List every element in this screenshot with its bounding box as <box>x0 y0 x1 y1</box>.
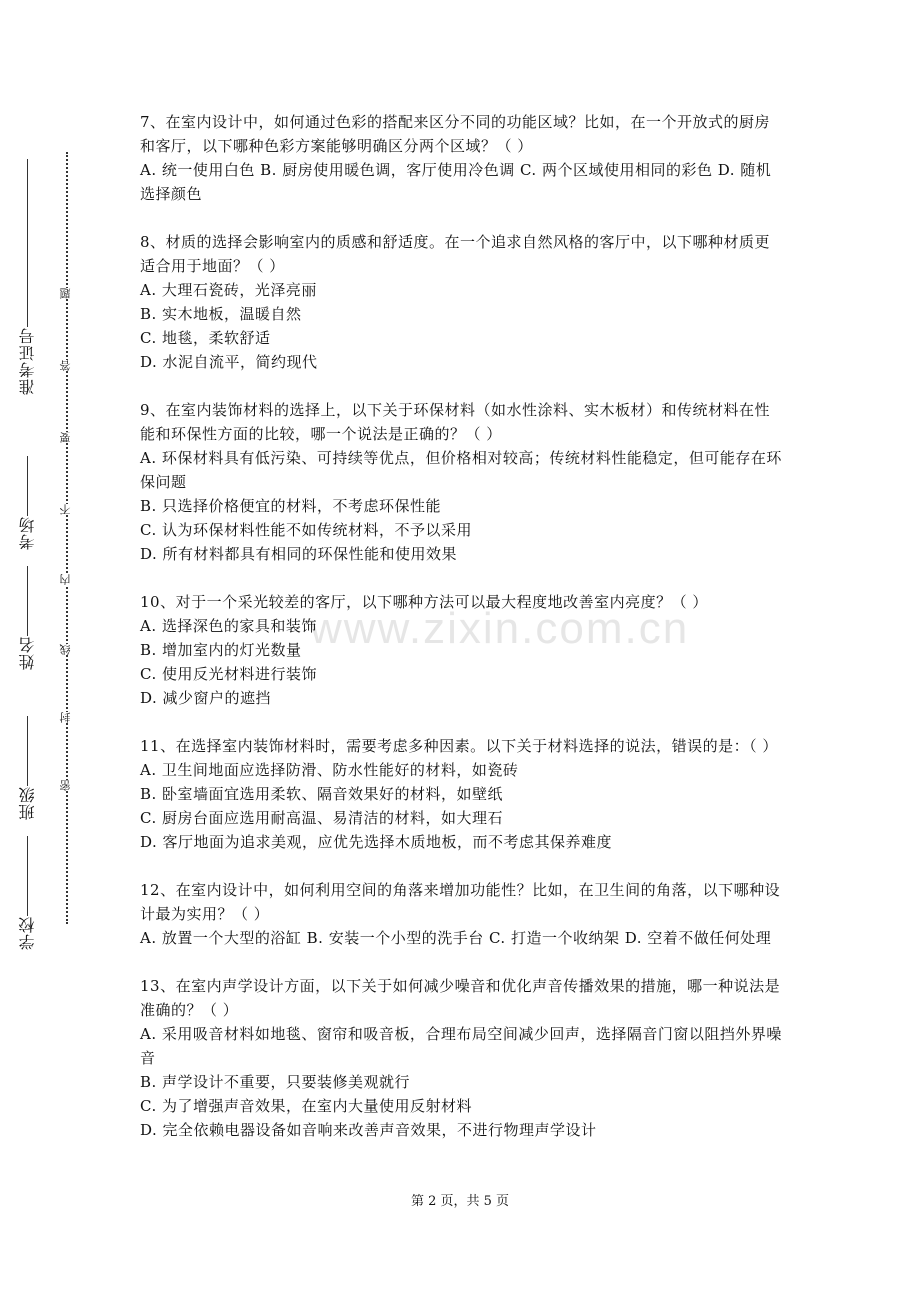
page-footer: 第 2 页，共 5 页 <box>410 1194 510 1209</box>
seal-char: 要 <box>59 432 72 443</box>
option-b: B. 卧室墙面宜选用柔软、隔音效果好的材料，如壁纸 <box>140 785 504 803</box>
question-stem: 7、在室内设计中，如何通过色彩的搭配来区分不同的功能区域？比如，在一个开放式的厨房和客厅，以下哪种色彩方案能够明确区分两个区域？（ ） <box>140 113 771 155</box>
option-b: B. 只选择价格便宜的材料，不考虑环保性能 <box>140 497 442 515</box>
field-label: 姓名 <box>18 636 37 670</box>
field-school <box>20 830 36 950</box>
seal-char: 不 <box>59 504 72 515</box>
fill-line <box>28 836 29 916</box>
question-stem: 9、在室内装饰材料的选择上，以下关于环保材料（如水性涂料、实木板材）和传统材料在性能和环保性方面的比较，哪一个说法是正确的？（ ） <box>140 401 771 443</box>
seal-char: 答 <box>59 360 72 371</box>
option-a: A. 选择深色的家具和装饰 <box>140 617 317 635</box>
fill-line <box>28 716 29 786</box>
fill-line <box>28 159 29 327</box>
option-d: D. 减少窗户的遮挡 <box>140 689 272 707</box>
field-label: 学校 <box>18 916 37 950</box>
option-c: C. 地毯，柔软舒适 <box>140 329 271 347</box>
option-b: B. 声学设计不重要，只要装修美观就行 <box>140 1073 411 1091</box>
seal-char: 封 <box>59 712 72 723</box>
seal-char: 线 <box>59 644 72 655</box>
option-d: D. 所有材料都具有相同的环保性能和使用效果 <box>140 545 458 563</box>
option-a: A. 大理石瓷砖，光泽亮丽 <box>140 281 317 299</box>
field-exam-number <box>20 152 36 395</box>
fill-line <box>28 566 29 636</box>
option-c: C. 为了增强声音效果，在室内大量使用反射材料 <box>140 1097 472 1115</box>
field-exam-room <box>20 450 36 550</box>
question-8 <box>140 230 785 374</box>
field-name <box>20 560 36 670</box>
seal-char: 密 <box>59 780 72 791</box>
question-12 <box>140 878 785 950</box>
option-b: B. 增加室内的灯光数量 <box>140 641 302 659</box>
option-d: D. 完全依赖电器设备如音响来改善声音效果，不进行物理声学设计 <box>140 1121 597 1139</box>
question-9 <box>140 398 785 566</box>
question-11 <box>140 734 785 854</box>
question-7 <box>140 110 785 206</box>
question-stem: 13、在室内声学设计方面，以下关于如何减少噪音和优化声音传播效果的措施，哪一种说法是准确的？（ ） <box>140 977 781 1019</box>
watermark: www.zixin.com.cn <box>310 604 690 653</box>
option-b: B. 实木地板，温暖自然 <box>140 305 302 323</box>
field-label: 班级 <box>18 786 37 820</box>
option-c: C. 厨房台面应选用耐高温、易清洁的材料，如大理石 <box>140 809 503 827</box>
seal-dotted-line <box>66 152 68 924</box>
question-stem: 8、材质的选择会影响室内的质感和舒适度。在一个追求自然风格的客厅中，以下哪种材质更适合用于地面？（ ） <box>140 233 771 275</box>
fill-line <box>28 456 29 516</box>
question-list <box>140 110 785 1166</box>
question-stem: 12、在室内设计中，如何利用空间的角落来增加功能性？比如，在卫生间的角落，以下哪种设计最为实用？（ ） <box>140 881 781 923</box>
question-10 <box>140 590 785 710</box>
field-label: 考场 <box>18 516 37 550</box>
option-a: A. 环保材料具有低污染、可持续等优点，但价格相对较高；传统材料性能稳定，但可能存在环保问题 <box>140 449 782 491</box>
question-stem: 11、在选择室内装饰材料时，需要考虑多种因素。以下关于材料选择的说法，错误的是：（ ） <box>140 737 778 755</box>
option-d: D. 水泥自流平，简约现代 <box>140 353 318 371</box>
option-c: C. 认为环保材料性能不如传统材料，不予以采用 <box>140 521 472 539</box>
field-class <box>20 710 36 820</box>
seal-char: 题 <box>59 288 72 299</box>
field-label: 准考证号 <box>18 327 37 395</box>
option-d: D. 客厅地面为追求美观，应优先选择木质地板，而不考虑其保养难度 <box>140 833 613 851</box>
question-options: A. 统一使用白色 B. 厨房使用暖色调，客厅使用冷色调 C. 两个区域使用相同的彩色 D. 随机选择颜色 <box>140 161 772 203</box>
option-a: A. 采用吸音材料如地毯、窗帘和吸音板，合理布局空间减少回声，选择隔音门窗以阻挡外界噪音 <box>140 1025 782 1067</box>
option-a: A. 卫生间地面应选择防滑、防水性能好的材料，如瓷砖 <box>140 761 519 779</box>
seal-char: 内 <box>59 574 72 585</box>
question-stem: 10、对于一个采光较差的客厅，以下哪种方法可以最大程度地改善室内亮度？（ ） <box>140 593 708 611</box>
option-c: C. 使用反光材料进行装饰 <box>140 665 317 683</box>
question-options: A. 放置一个大型的浴缸 B. 安装一个小型的洗手台 C. 打造一个收纳架 D. 空着不做任何处理 <box>140 929 772 947</box>
question-13 <box>140 974 785 1142</box>
